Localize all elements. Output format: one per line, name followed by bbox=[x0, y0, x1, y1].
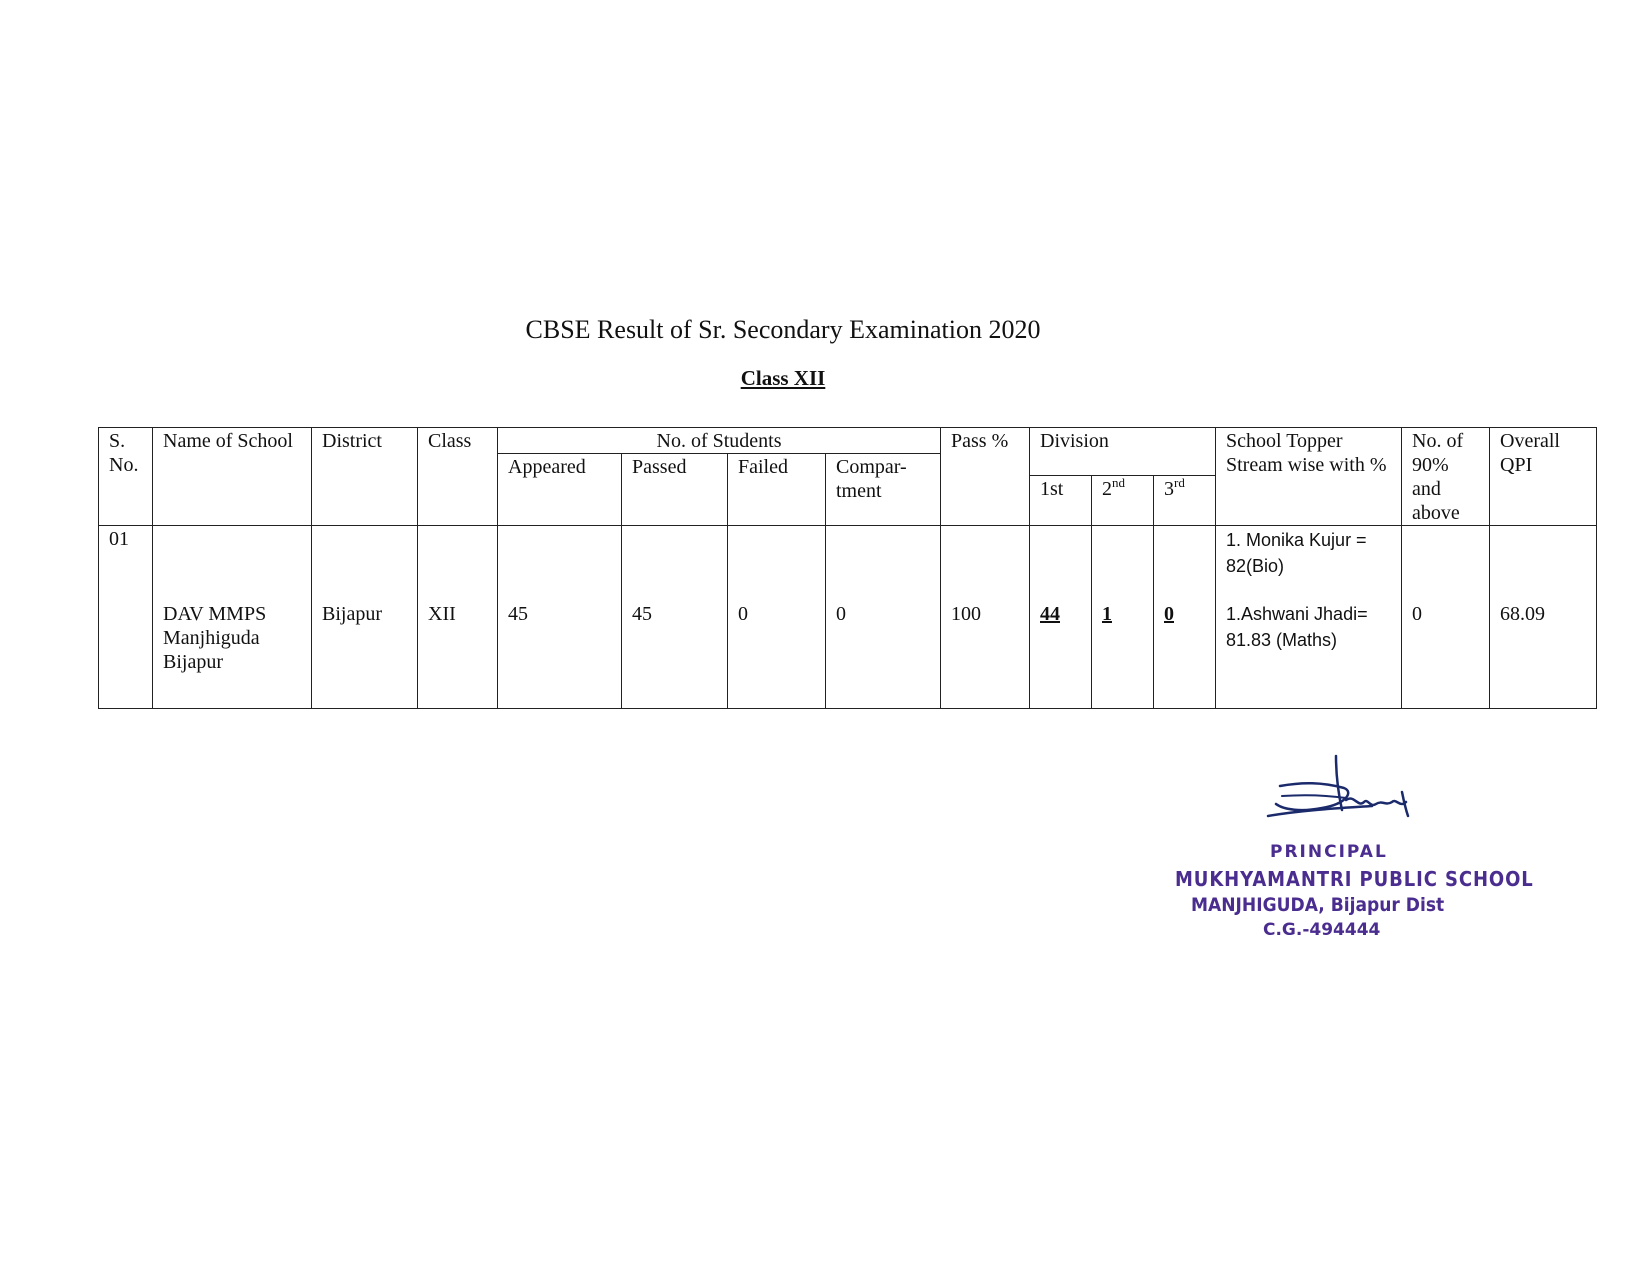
topper-entry: 1. Monika Kujur = 82(Bio) bbox=[1226, 530, 1367, 576]
stamp-address: MANJHIGUDA, Bijapur Dist bbox=[1191, 894, 1445, 916]
principal-signature bbox=[1262, 752, 1422, 822]
cell-appeared: 45 bbox=[498, 526, 622, 709]
table-row bbox=[99, 526, 1597, 709]
header-overall-qpi: Overall QPI bbox=[1490, 428, 1597, 526]
cell-class: XII bbox=[418, 526, 498, 709]
cell-failed: 0 bbox=[728, 526, 826, 709]
header-passed: Passed bbox=[622, 454, 728, 526]
header-appeared: Appeared bbox=[498, 454, 622, 526]
header-pass-percent: Pass % bbox=[941, 428, 1030, 526]
cell-school-name: DAV MMPS Manjhiguda Bijapur bbox=[153, 526, 312, 709]
cell-ninety-and-above: 0 bbox=[1402, 526, 1490, 709]
cell-sno: 01 bbox=[99, 526, 153, 709]
cell-overall-qpi: 68.09 bbox=[1490, 526, 1597, 709]
header-division-3rd: 3rd bbox=[1154, 476, 1216, 526]
stamp-school-name: MUKHYAMANTRI PUBLIC SCHOOL bbox=[1175, 867, 1534, 891]
header-no-of-students: No. of Students bbox=[498, 428, 941, 454]
header-division: Division bbox=[1030, 428, 1216, 476]
cell-passed: 45 bbox=[622, 526, 728, 709]
cell-compartment: 0 bbox=[826, 526, 941, 709]
header-ninety-and-above: No. of 90% and above bbox=[1402, 428, 1490, 526]
cell-school-topper bbox=[1216, 526, 1402, 709]
document-title: CBSE Result of Sr. Secondary Examination 2020 bbox=[525, 315, 1041, 344]
cell-pass-percent: 100 bbox=[941, 526, 1030, 709]
cell-division-3rd: 0 bbox=[1154, 526, 1216, 709]
document-subtitle: Class XII bbox=[740, 366, 826, 390]
school-stamp bbox=[1175, 842, 1534, 952]
topper-entry: 1.Ashwani Jhadi= 81.83 (Maths) bbox=[1226, 604, 1368, 650]
header-failed: Failed bbox=[728, 454, 826, 526]
header-school-topper: School Topper Stream wise with % bbox=[1216, 428, 1402, 526]
header-class: Class bbox=[418, 428, 498, 526]
cell-district: Bijapur bbox=[312, 526, 418, 709]
header-name-of-school: Name of School bbox=[153, 428, 312, 526]
cell-division-2nd: 1 bbox=[1092, 526, 1154, 709]
header-sno: S. No. bbox=[99, 428, 153, 526]
result-table bbox=[98, 427, 1597, 709]
cell-division-1st: 44 bbox=[1030, 526, 1092, 709]
stamp-pincode: C.G.-494444 bbox=[1263, 920, 1381, 940]
header-division-2nd: 2nd bbox=[1092, 476, 1154, 526]
stamp-principal: PRINCIPAL bbox=[1270, 842, 1388, 862]
header-district: District bbox=[312, 428, 418, 526]
header-compartment: Compar- tment bbox=[826, 454, 941, 526]
header-division-1st: 1st bbox=[1030, 476, 1092, 526]
